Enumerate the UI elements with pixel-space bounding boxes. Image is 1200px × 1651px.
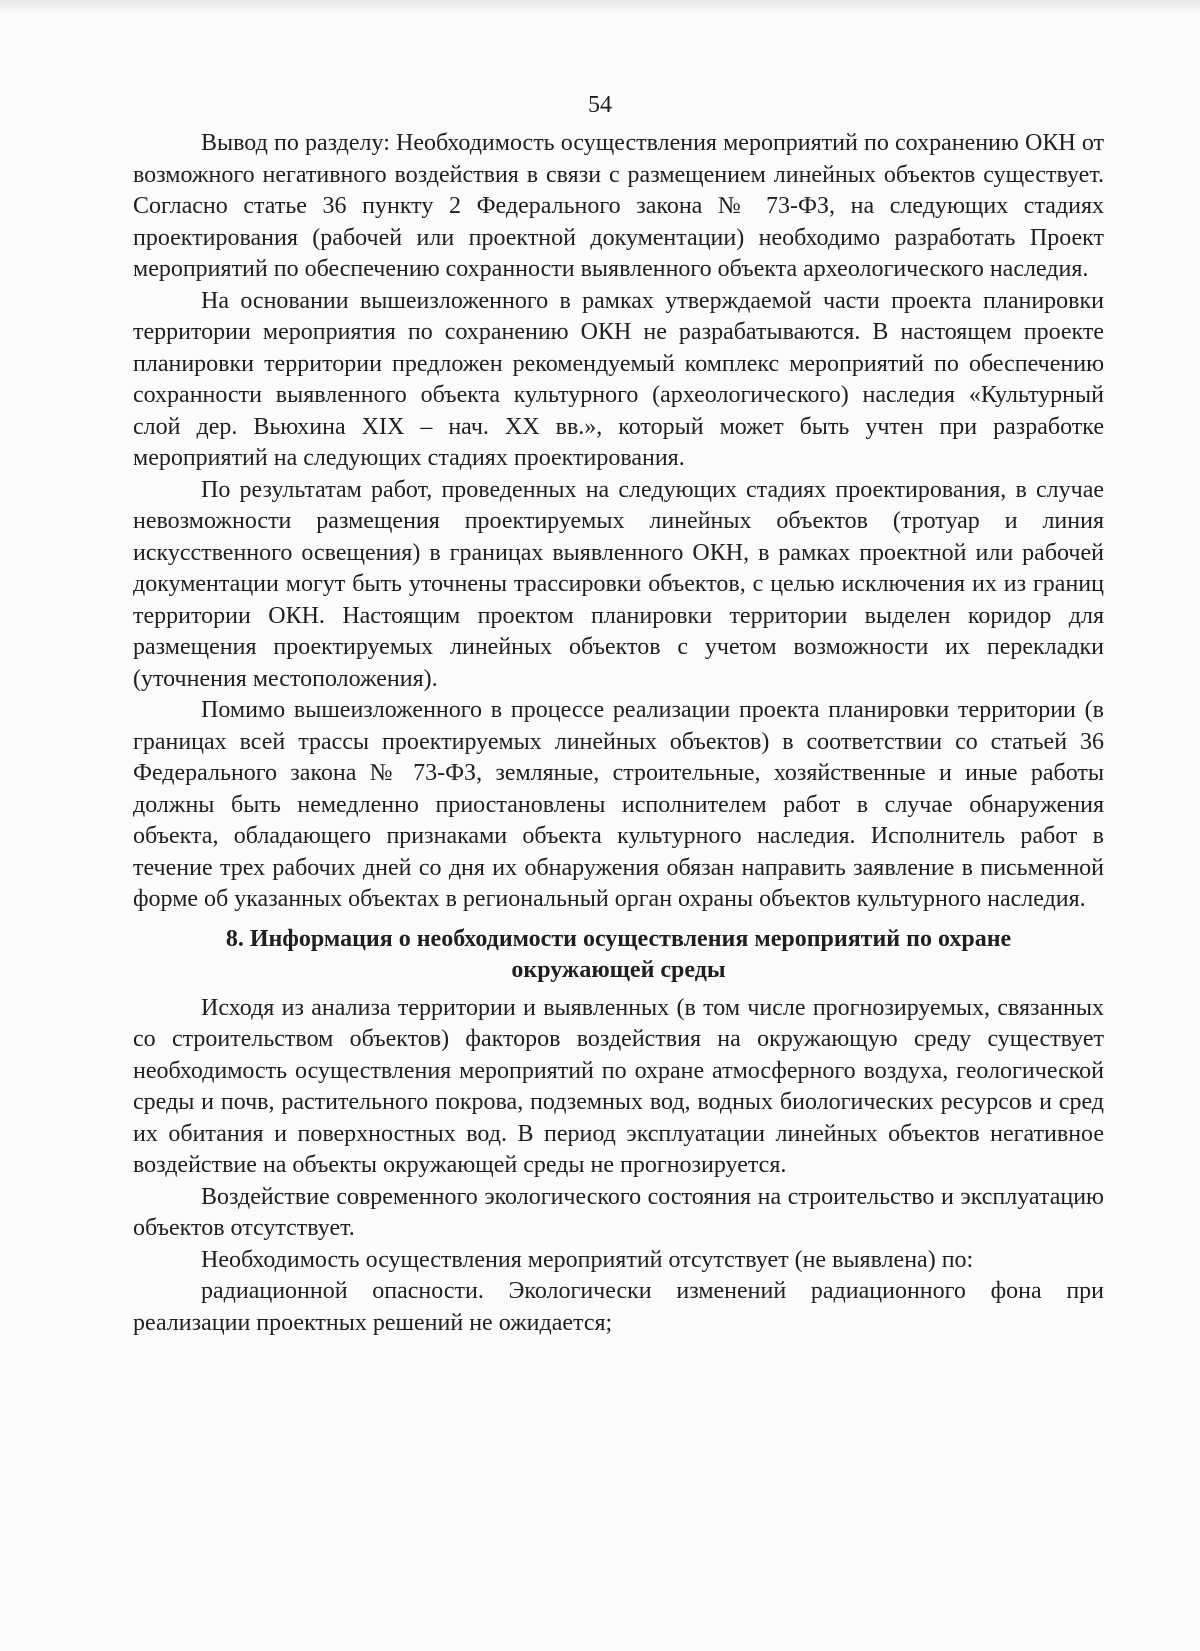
paragraph-results: По результатам работ, проведенных на следующих стадиях проектирования, в случае невозможности размещения проектируемых линейных объектов (тротуар и линия искусственного освещения) в границах выявленного ОКН, в рамках проектной или рабочей документации могут быть уточнены трассировки объектов, с целью исключения их из границ территории ОКН. Настоящим проектом планировки территории выделен коридор для размещения проектируемых линейных объектов с учетом возможности их перекладки (уточнения местоположения). xyxy=(133,476,1104,692)
scan-edge xyxy=(0,0,1200,14)
paragraph-analysis: Исходя из анализа территории и выявленных (в том числе прогнозируемых, связанных со строительством объектов) факторов воздействия на окружающую среду существует необходимость осуществления мероприятий по охране атмосферного воздуха, геологической среды и почв, растительного покрова, подземных вод, водных биологических ресурсов и сред их обитания и поверхностных вод. В период эксплуатации линейных объектов негативное воздействие на объекты окружающей среды не прогнозируется. xyxy=(133,994,1104,1178)
paragraph-necessity: Необходимость осуществления мероприятий отсутствует (не выявлена) по: xyxy=(201,1246,974,1273)
paragraph-basis: На основании вышеизложенного в рамках утверждаемой части проекта планировки территории мероприятия по сохранению ОКН не разрабатываются. В настоящем проекте планировки территории предложен рекомендуемый комплекс мероприятий по обеспечению сохранности выявленного объекта культурного (археологического) наследия «Культурный слой дер. Вьюхина XIX – нач. XX вв.», который может быть учтен при разработке мероприятий на следующих стадиях проектирования. xyxy=(133,287,1104,471)
section-heading: 8. Информация о необходимости осуществления мероприятий по охране окружающей среды xyxy=(225,925,1012,983)
paragraph-additional: Помимо вышеизложенного в процессе реализации проекта планировки территории (в границах всей трассы проектируемых линейных объектов) в соответствии со статьей 36 Федерального закона № 73-ФЗ, земляные, строительные, хозяйственные и иные работы должны быть немедленно приостановлены исполнителем работ в случае обнаружения объекта, обладающего признаками объекта культурного наследия. Исполнитель работ в течение трех рабочих дней со дня их обнаружения обязан направить заявление в письменной форме об указанных объектах в региональный орган охраны объектов культурного наследия. xyxy=(133,697,1104,912)
paragraph-radiation: радиационной опасности. Экологически изменений радиационного фона при реализации проектных решений не ожидается; xyxy=(133,1278,1104,1336)
paragraph-impact: Воздействие современного экологического состояния на строительство и эксплуатацию объектов отсутствует. xyxy=(133,1183,1104,1241)
page-number: 54 xyxy=(588,92,612,118)
paragraph-conclusion: Вывод по разделу: Необходимость осуществления мероприятий по сохранению ОКН от возможного негативного воздействия в связи с размещением линейных объектов существует. Согласно статье 36 пункту 2 Федерального закона № 73-ФЗ, на следующих стадиях проектирования (рабочей или проектной документации) необходимо разработать Проект мероприятий по обеспечению сохранности выявленного объекта археологического наследия. xyxy=(133,130,1104,282)
document-body xyxy=(133,128,1104,1339)
